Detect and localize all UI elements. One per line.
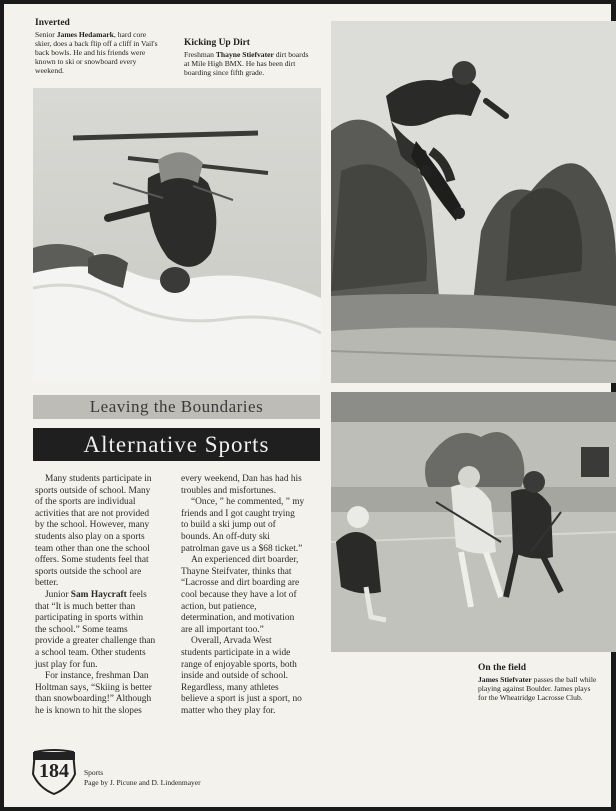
photo-skier-backflip [33,88,321,381]
text-line: sports outside the school are [35,566,142,577]
text-line: action, but patience, [181,601,257,612]
caption-line: playing against Boulder. James plays [478,684,591,693]
text-line: Overall, Arvada West [191,636,272,647]
text-line: “Once, ” he commented, ” my [191,497,305,508]
name-thayne-stiefvater: Thayne Stiefvater [215,50,274,59]
caption-field-title: On the field [478,663,527,673]
text-line: An experienced dirt boarder, [191,555,299,566]
caption-line: skier, does a back flip off a cliff in Vail's [35,39,158,48]
text-line: that “It is much better than [35,601,136,612]
page-title-banner: Alternative Sports [33,428,320,461]
text-line: participating in sports within [35,613,144,624]
caption-dirt-title: Kicking Up Dirt [184,38,250,48]
text-line: range of enjoyable sports, both [181,659,297,670]
photo-lacrosse [331,392,616,652]
text-line: by the school. However, many [35,520,150,531]
caption-dirt-text [184,50,329,77]
text-line: just play for fun. [35,659,98,670]
caption-line: at Mile High BMX. He has been dirt [184,59,296,68]
caption-line: back bowls. He and his friends were [35,48,146,57]
text-line: than snowboarding!” Although [35,694,152,705]
caption-line: known to ski or snowboard every [35,57,137,66]
text-line: the school.” Some teams [35,624,128,635]
text-line: sports outside of school. Many [35,485,151,496]
text-line: believe a sport is just a sport, no [181,694,302,705]
text-line: students also play on a sports [35,531,145,542]
caption-line: Freshman Thayne Stiefvater dirt boards [184,50,309,59]
text-line: he is known to hit the slopes [35,705,142,716]
text-line: Thayne Steifvater, thinks that [181,566,292,577]
text-line: a school team. Other students [35,647,146,658]
article-column-2 [181,474,331,717]
text-line: Many students participate in [45,474,152,484]
name-james-hedamark: James Hedamark [56,30,114,39]
text-line: matter who they play for. [181,705,276,716]
text-line: determination, and motivation [181,613,295,624]
text-line: Regardless, many athletes [181,682,279,693]
photo-dirt-boarder [331,21,616,383]
caption-inverted-text [35,30,185,75]
caption-line: boarding since fifth grade. [184,68,265,77]
text-line: students participate in a wide [181,647,291,658]
text-line: For instance, freshman Dan [45,671,149,682]
caption-line: for the Wheatridge Lacrosse Club. [478,693,583,702]
caption-line: James Stiefvater passes the ball while [478,675,597,684]
text-line: troubles and misfortunes. [181,485,277,496]
text-line: team other than one the school [35,543,150,554]
caption-line: Senior James Hedamark, hard core [35,30,147,39]
page-credit: Page by J. Picune and D. Lindenmayer [84,778,201,787]
caption-line: weekend. [35,66,64,75]
text-line: better. [35,578,59,589]
text-line: provide a greater challenge than [35,636,156,647]
page-number: 184 [39,760,69,782]
text-line: Holtman says, “Skiing is better [35,682,152,693]
section-name: Sports [84,768,104,777]
text-line: “Lacrosse and dirt boarding are [181,578,300,589]
text-line: offers. Some students feel that [35,555,149,566]
text-line: cool because they have a lot of [181,589,297,600]
text-line: every weekend, Dan has had his [181,474,302,484]
text-line: to build a ski jump out of [181,520,276,531]
kicker-banner: Leaving the Boundaries [33,395,320,419]
yearbook-page [4,4,611,807]
text-line: are all important too.” [181,624,264,635]
caption-field-text [478,675,613,702]
text-line: bounds. An off-duty ski [181,531,270,542]
article-column-1 [35,474,180,717]
featured-name: Sam Haycraft [70,589,127,600]
text-line: activities that are not provided [35,508,150,519]
text-line: of the sports are individual [35,497,136,508]
text-line: friends and I got caught trying [181,508,295,519]
text-line: patrolman gave us a $68 ticket.” [181,543,303,554]
text-line: Junior Sam Haycraft feels [45,589,147,600]
text-line: inside and outside of school. [181,671,289,682]
caption-inverted-title: Inverted [35,18,70,28]
name-james-stiefvater: James Stiefvater [478,675,532,684]
